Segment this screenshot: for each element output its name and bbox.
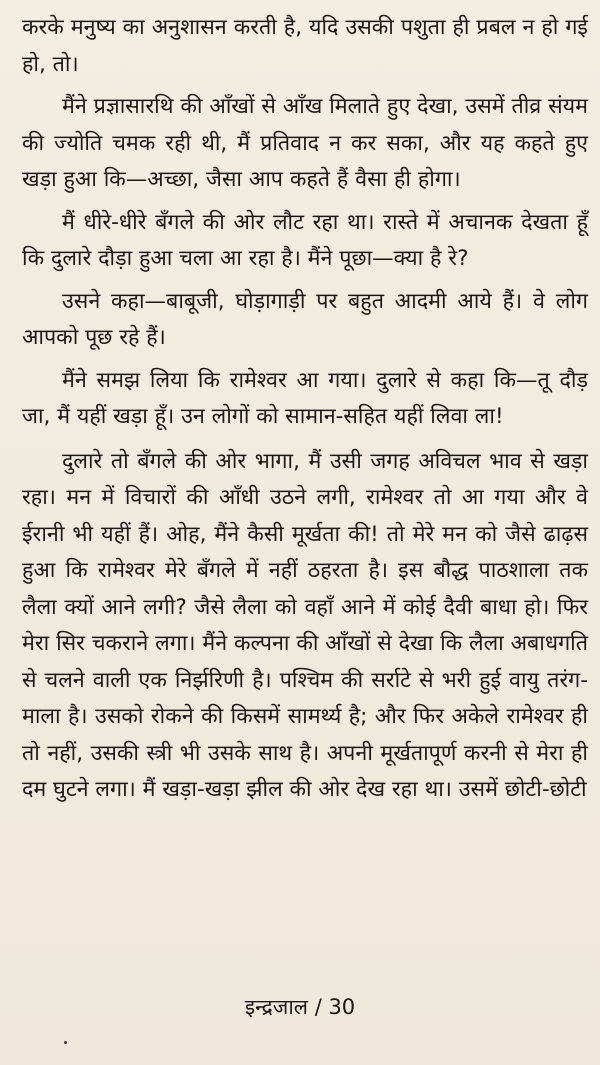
print-speck xyxy=(64,1041,67,1044)
paragraph-2: मैंने प्रज्ञासारथि की आँखों से आँख मिलाते हुए देखा, उसमें तीव्र संयम की ज्योति चमक रही थी, मैं प्रतिवाद न कर सका, और यह कहते हुए खड़ा हुआ कि—अच्छा, जैसा आप कहते हैं वैसा ही होगा। xyxy=(22,94,588,192)
paragraph-3: मैं धीरे-धीरे बँगले की ओर लौट रहा था। रास्ते में अचानक देखता हूँ कि दुलारे दौड़ा हुआ चला आ रहा है। मैंने पूछा—क्या है रे? xyxy=(22,209,588,271)
paragraph-1: करके मनुष्य का अनुशासन करती है, यदि उसकी पशुता ही प्रबल न हो गई हो, तो। xyxy=(22,15,588,77)
body-text xyxy=(22,10,588,815)
paragraph-4: उसने कहा—बाबूजी, घोड़ागाड़ी पर बहुत आदमी आये हैं। वे लोग आपको पूछ रहे हैं। xyxy=(22,288,588,350)
page-footer: इन्द्रजाल / 30 xyxy=(244,995,356,1019)
paragraph-6: दुलारे तो बँगले की ओर भागा, मैं उसी जगह अविचल भाव से खड़ा रहा। मन में विचारों की आँधी उठने लगी, रामेश्वर तो आ गया और वे ईरानी भी यहीं हैं। ओह, मैंने कैसी मूर्खता की! तो मेरे मन को जैसे ढाढ़स हुआ कि रामेश्वर मेरे बँगले में नहीं ठहरता है। इस बौद्ध पाठशाला तक लैला क्यों आने लगी? जैसे लैला को वहाँ आने में कोई दैवी बाधा हो। फिर मेरा सिर चकराने लगा। मैंने कल्पना की आँखों से देखा कि लैला अबाधगति से चलने वाली एक निर्झरिणी है। पश्चिम की सर्राटे से भरी हुई वायु तरंग-माला है। उसको रोकने की किसमें सामर्थ्य है; और फिर अकेले रामेश्वर ही तो नहीं, उसकी स्त्री भी उसके साथ है। अपनी मूर्खतापूर्ण करनी से मेरा ही दम घुटने लगा। मैं खड़ा-खड़ा झील की ओर देख रहा था। उसमें छोटी-छोटी xyxy=(22,448,588,802)
paragraph-5: मैंने समझ लिया कि रामेश्वर आ गया। दुलारे से कहा कि—तू दौड़ जा, मैं यहीं खड़ा हूँ। उन लोगों को सामान-सहित यहीं लिवा ला! xyxy=(22,367,588,429)
